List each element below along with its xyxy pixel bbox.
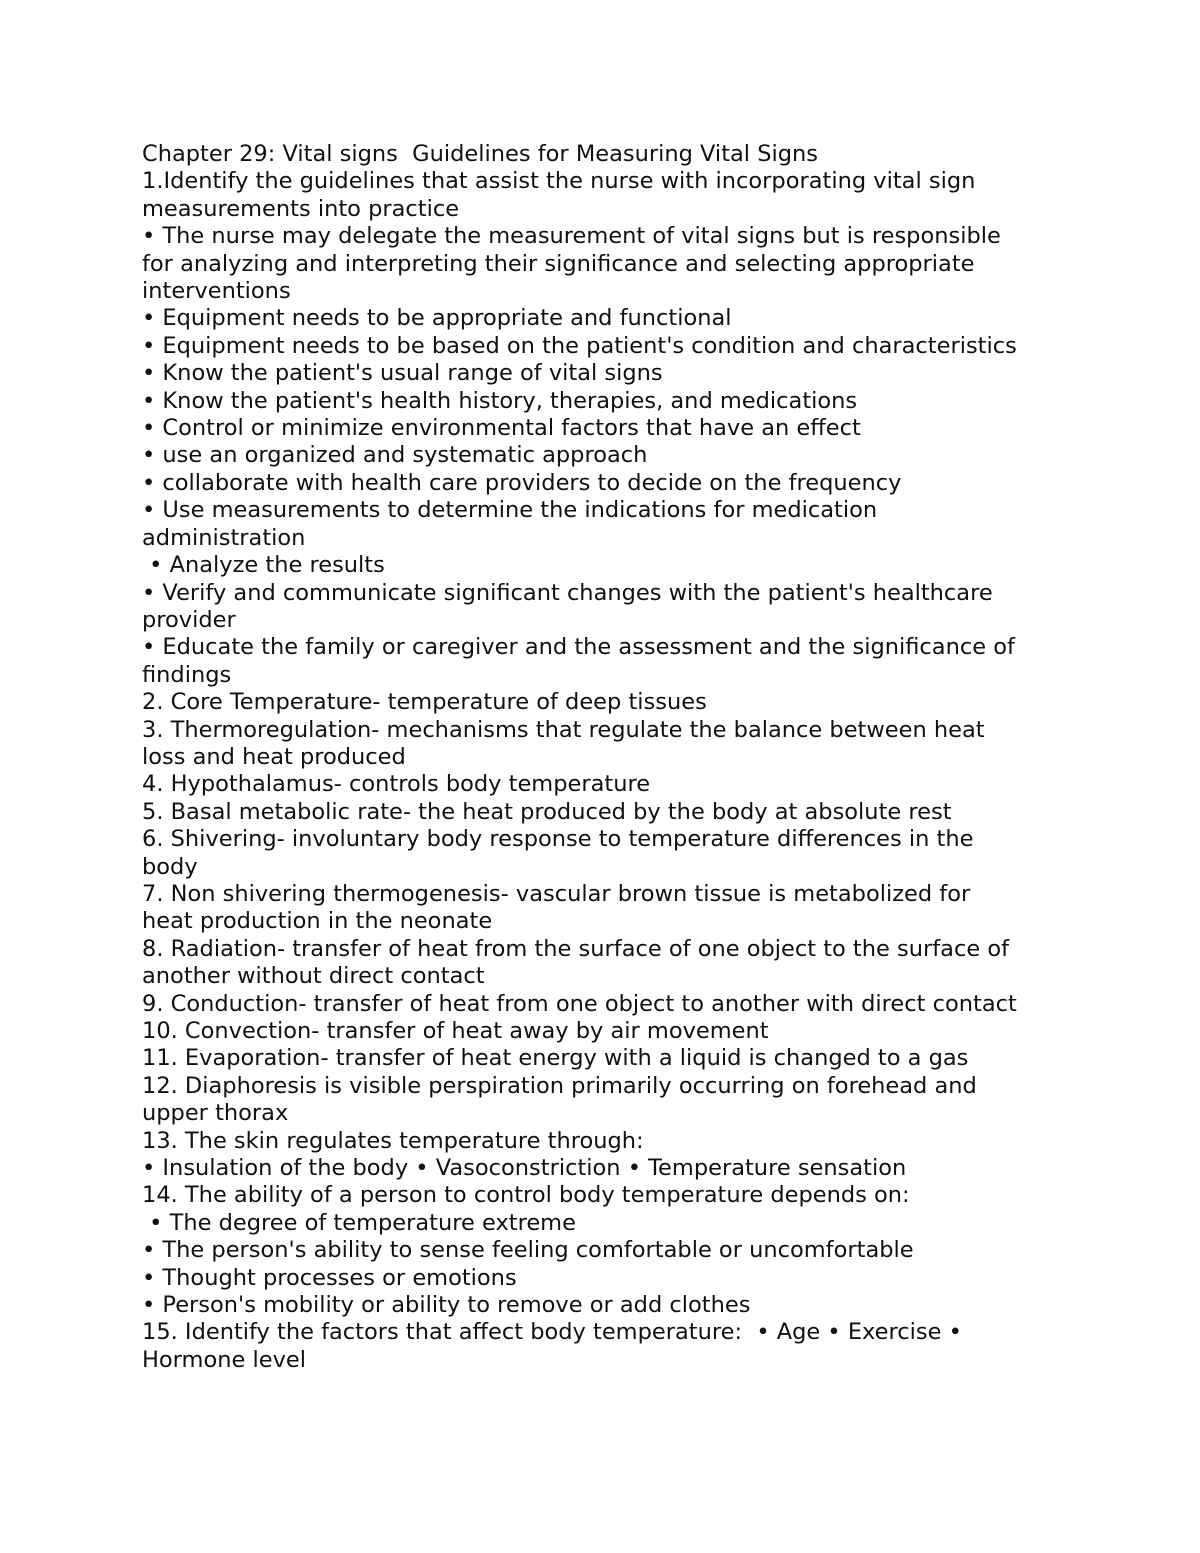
text-line: • Equipment needs to be based on the patient's condition and characteristics <box>142 332 1017 359</box>
text-line: 7. Non shivering thermogenesis- vascular brown tissue is metabolized for <box>142 880 971 907</box>
text-line: 6. Shivering- involuntary body response to temperature differences in the <box>142 826 974 853</box>
text-line: 13. The skin regulates temperature through: <box>142 1127 644 1154</box>
text-line: • Equipment needs to be appropriate and functional <box>142 305 732 332</box>
text-line: • Know the patient's health history, therapies, and medications <box>142 387 858 414</box>
text-line: administration <box>142 524 306 551</box>
text-line: 11. Evaporation- transfer of heat energy with a liquid is changed to a gas <box>142 1045 969 1072</box>
text-line: • Person's mobility or ability to remove or add clothes <box>142 1292 751 1319</box>
document-title: Chapter 29: Vital signs Guidelines for Measuring Vital Signs <box>142 141 818 167</box>
text-line: heat production in the neonate <box>142 908 493 935</box>
text-line: 3. Thermoregulation- mechanisms that regulate the balance between heat <box>142 716 985 743</box>
text-line: loss and heat produced <box>142 743 406 770</box>
text-line: 9. Conduction- transfer of heat from one object to another with direct contact <box>142 990 1017 1017</box>
text-line: findings <box>142 661 232 688</box>
text-line: 12. Diaphoresis is visible perspiration primarily occurring on forehead and <box>142 1072 977 1099</box>
text-line: 5. Basal metabolic rate- the heat produced by the body at absolute rest <box>142 798 952 825</box>
text-line: 10. Convection- transfer of heat away by air movement <box>142 1018 769 1044</box>
text-line: measurements into practice <box>142 195 460 222</box>
text-line: 15. Identify the factors that affect body temperature: • Age • Exercise • <box>142 1319 962 1346</box>
text-line: 8. Radiation- transfer of heat from the surface of one object to the surface of <box>142 935 1010 962</box>
text-line: • The person's ability to sense feeling comfortable or uncomfortable <box>142 1237 914 1264</box>
text-line: 2. Core Temperature- temperature of deep tissues <box>142 689 707 716</box>
text-line: provider <box>142 606 236 633</box>
text-line: • The nurse may delegate the measurement of vital signs but is responsible <box>142 223 1001 250</box>
text-line: body <box>142 853 198 880</box>
text-line: • Control or minimize environmental factors that have an effect <box>142 415 861 442</box>
document-body <box>142 141 1072 1374</box>
text-line: 14. The ability of a person to control body temperature depends on: <box>142 1182 910 1209</box>
text-line: upper thorax <box>142 1100 289 1127</box>
text-line: • The degree of temperature extreme <box>142 1209 576 1236</box>
text-line: Hormone level <box>142 1346 306 1373</box>
text-line: • Educate the family or caregiver and the assessment and the significance of <box>142 634 1015 661</box>
text-line: • Insulation of the body • Vasoconstriction • Temperature sensation <box>142 1155 907 1182</box>
text-line: • collaborate with health care providers to decide on the frequency <box>142 469 902 496</box>
text-line: • Know the patient's usual range of vital signs <box>142 360 663 387</box>
text-line: • use an organized and systematic approach <box>142 442 648 469</box>
text-line: for analyzing and interpreting their significance and selecting appropriate <box>142 250 975 277</box>
text-line: • Thought processes or emotions <box>142 1264 517 1291</box>
text-line: interventions <box>142 278 291 305</box>
text-line: 1.Identify the guidelines that assist the nurse with incorporating vital sign <box>142 168 976 195</box>
text-line: another without direct contact <box>142 963 485 990</box>
text-line: • Verify and communicate significant changes with the patient's healthcare <box>142 579 993 606</box>
text-line: • Analyze the results <box>142 552 385 579</box>
text-line: • Use measurements to determine the indications for medication <box>142 497 878 524</box>
text-line: 4. Hypothalamus- controls body temperature <box>142 771 651 798</box>
